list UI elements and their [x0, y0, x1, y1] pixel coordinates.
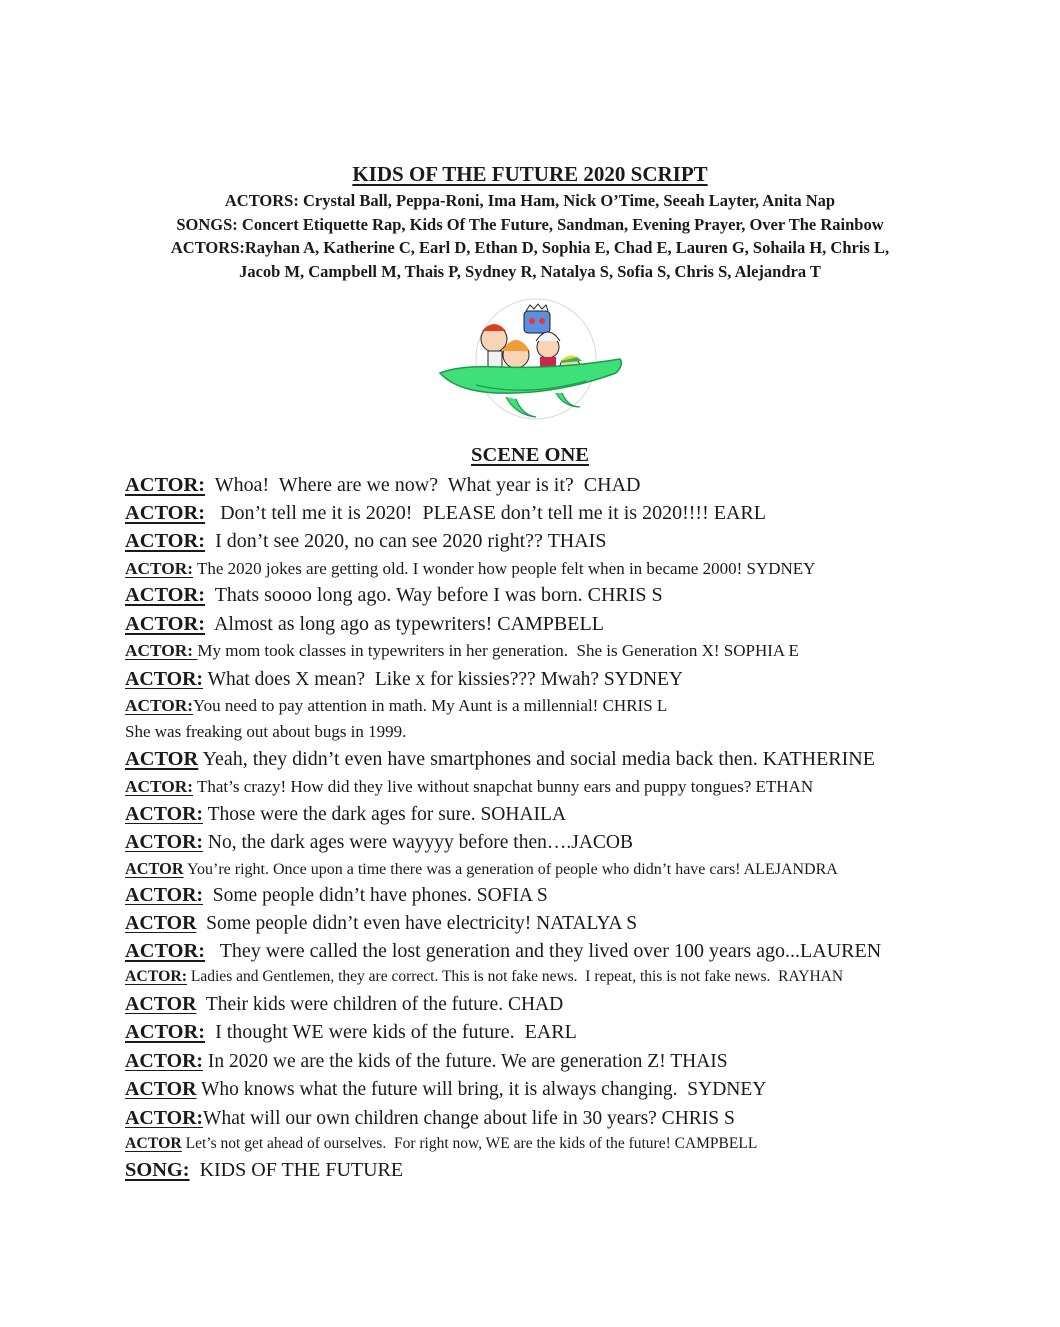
script-line: [125, 502, 766, 525]
dialogue-text: In 2020 we are the kids of the future. We are generation Z! THAIS: [203, 1051, 728, 1072]
actor-label: ACTOR: [125, 859, 184, 878]
actor-label: ACTOR: [125, 1135, 182, 1152]
script-line: [125, 831, 633, 854]
actor-label: ACTOR:: [125, 1050, 204, 1072]
actor-label: ACTOR:: [125, 1107, 204, 1129]
script-line: [125, 584, 663, 607]
actor-label: ACTOR:: [125, 613, 206, 635]
script-line: [125, 968, 843, 986]
actor-label: ACTOR:: [125, 831, 204, 853]
dialogue-text: You’re right. Once upon a time there was a generation of people who didn’t have cars! ALEJANDRA: [183, 861, 838, 878]
dialogue-text: I thought WE were kids of the future. EARL: [205, 1021, 577, 1043]
document-title: KIDS OF THE FUTURE 2020 SCRIPT: [352, 162, 708, 186]
dialogue-text: Thats soooo long ago. Way before I was born. CHRIS S: [205, 584, 663, 606]
script-line: [125, 1135, 757, 1153]
dialogue-text: What will our own children change about life in 30 years? CHRIS S: [203, 1108, 735, 1129]
actor-label: ACTOR:: [125, 502, 206, 524]
script-line: [125, 641, 799, 661]
scene-heading: SCENE ONE: [471, 444, 589, 466]
actor-label: ACTOR:: [125, 530, 206, 552]
dialogue-text: She was freaking out about bugs in 1999.: [125, 722, 407, 741]
header-songs: SONGS: Concert Etiquette Rap, Kids Of The Future, Sandman, Evening Prayer, Over The Rainbow: [176, 215, 884, 234]
script-line: [125, 559, 815, 579]
dialogue-text: Those were the dark ages for sure. SOHAILA: [203, 804, 567, 825]
script-line: [125, 1050, 728, 1073]
actor-label: ACTOR:: [125, 1021, 206, 1043]
actor-label: ACTOR: [125, 748, 199, 770]
dialogue-text: Some people didn’t even have electricity! NATALYA S: [196, 913, 638, 934]
actor-label: ACTOR: [125, 1078, 197, 1100]
script-line: [125, 1107, 735, 1130]
script-line: [125, 777, 813, 797]
script-line-continuation: [125, 722, 406, 742]
script-line: [125, 940, 881, 963]
actor-label: ACTOR:: [125, 668, 204, 690]
script-line: [125, 474, 640, 497]
actor-label: ACTOR:: [125, 474, 206, 496]
script-line: [125, 1159, 403, 1182]
script-line: [125, 884, 548, 907]
script-line: [125, 1078, 766, 1101]
song-label: SONG:: [125, 1159, 190, 1181]
dialogue-text: KIDS OF THE FUTURE: [189, 1159, 404, 1181]
header-actors-list-1: ACTORS:Rayhan A, Katherine C, Earl D, Ethan D, Sophia E, Chad E, Lauren G, Sohaila H, Chris L,: [170, 238, 890, 257]
dialogue-text: Almost as long ago as typewriters! CAMPBELL: [205, 613, 604, 635]
dialogue-text: Let’s not get ahead of ourselves. For right now, WE are the kids of the future! CAMPBELL: [181, 1135, 758, 1152]
dialogue-text: Their kids were children of the future. CHAD: [196, 994, 564, 1015]
dialogue-text: Who knows what the future will bring, it is always changing. SYDNEY: [196, 1079, 767, 1100]
dialogue-text: That’s crazy! How did they live without snapchat bunny ears and puppy tongues? ETHAN: [193, 777, 814, 796]
script-line: [125, 1021, 577, 1044]
actor-label: ACTOR:: [125, 940, 206, 962]
script-line: [125, 530, 606, 553]
dialogue-text: Yeah, they didn’t even have smartphones and social media back then. KATHERINE: [198, 748, 875, 770]
header-actors-list-2: Jacob M, Campbell M, Thais P, Sydney R, Natalya S, Sofia S, Chris S, Alejandra T: [239, 262, 821, 281]
actor-label: ACTOR:: [125, 777, 194, 796]
dialogue-text: The 2020 jokes are getting old. I wonder how people felt when in became 2000! SYDNEY: [193, 559, 816, 578]
header-actors-characters: ACTORS: Crystal Ball, Peppa-Roni, Ima Ham, Nick O’Time, Seeah Layter, Anita Nap: [224, 191, 836, 210]
dialogue-text: What does X mean? Like x for kissies??? Mwah? SYDNEY: [203, 669, 684, 690]
dialogue-text: I don’t see 2020, no can see 2020 right?? THAIS: [205, 530, 607, 552]
actor-label: ACTOR:: [125, 803, 204, 825]
script-line: [125, 748, 875, 771]
script-line: [125, 803, 566, 826]
dialogue-text: You need to pay attention in math. My Aunt is a millennial! CHRIS L: [193, 696, 668, 715]
jetsons-flying-car-illustration: [436, 297, 626, 432]
script-line: [125, 668, 683, 691]
dialogue-text: My mom took classes in typewriters in her generation. She is Generation X! SOPHIA E: [197, 641, 799, 660]
script-line: [125, 696, 667, 716]
actor-label: ACTOR:: [125, 584, 206, 606]
dialogue-text: They were called the lost generation and they lived over 100 years ago...LAUREN: [205, 940, 882, 962]
script-line: [125, 912, 637, 935]
actor-label: ACTOR:: [125, 559, 194, 578]
dialogue-text: Don’t tell me it is 2020! PLEASE don’t tell me it is 2020!!!! EARL: [205, 502, 766, 524]
script-line: [125, 613, 604, 636]
dialogue-text: Whoa! Where are we now? What year is it? CHAD: [205, 474, 641, 496]
actor-label: ACTOR: [125, 993, 197, 1015]
actor-label: ACTOR:: [125, 696, 194, 715]
actor-label: ACTOR: [125, 912, 197, 934]
script-line: [125, 859, 838, 879]
dialogue-text: Some people didn’t have phones. SOFIA S: [203, 885, 548, 906]
dialogue-text: No, the dark ages were wayyyy before then….JACOB: [203, 832, 634, 853]
actor-label: ACTOR:: [125, 968, 188, 985]
actor-label: ACTOR:: [125, 641, 198, 660]
actor-label: ACTOR:: [125, 884, 204, 906]
script-line: [125, 993, 563, 1016]
dialogue-text: Ladies and Gentlemen, they are correct. This is not fake news. I repeat, this is not fake news. RAYHAN: [187, 968, 844, 985]
